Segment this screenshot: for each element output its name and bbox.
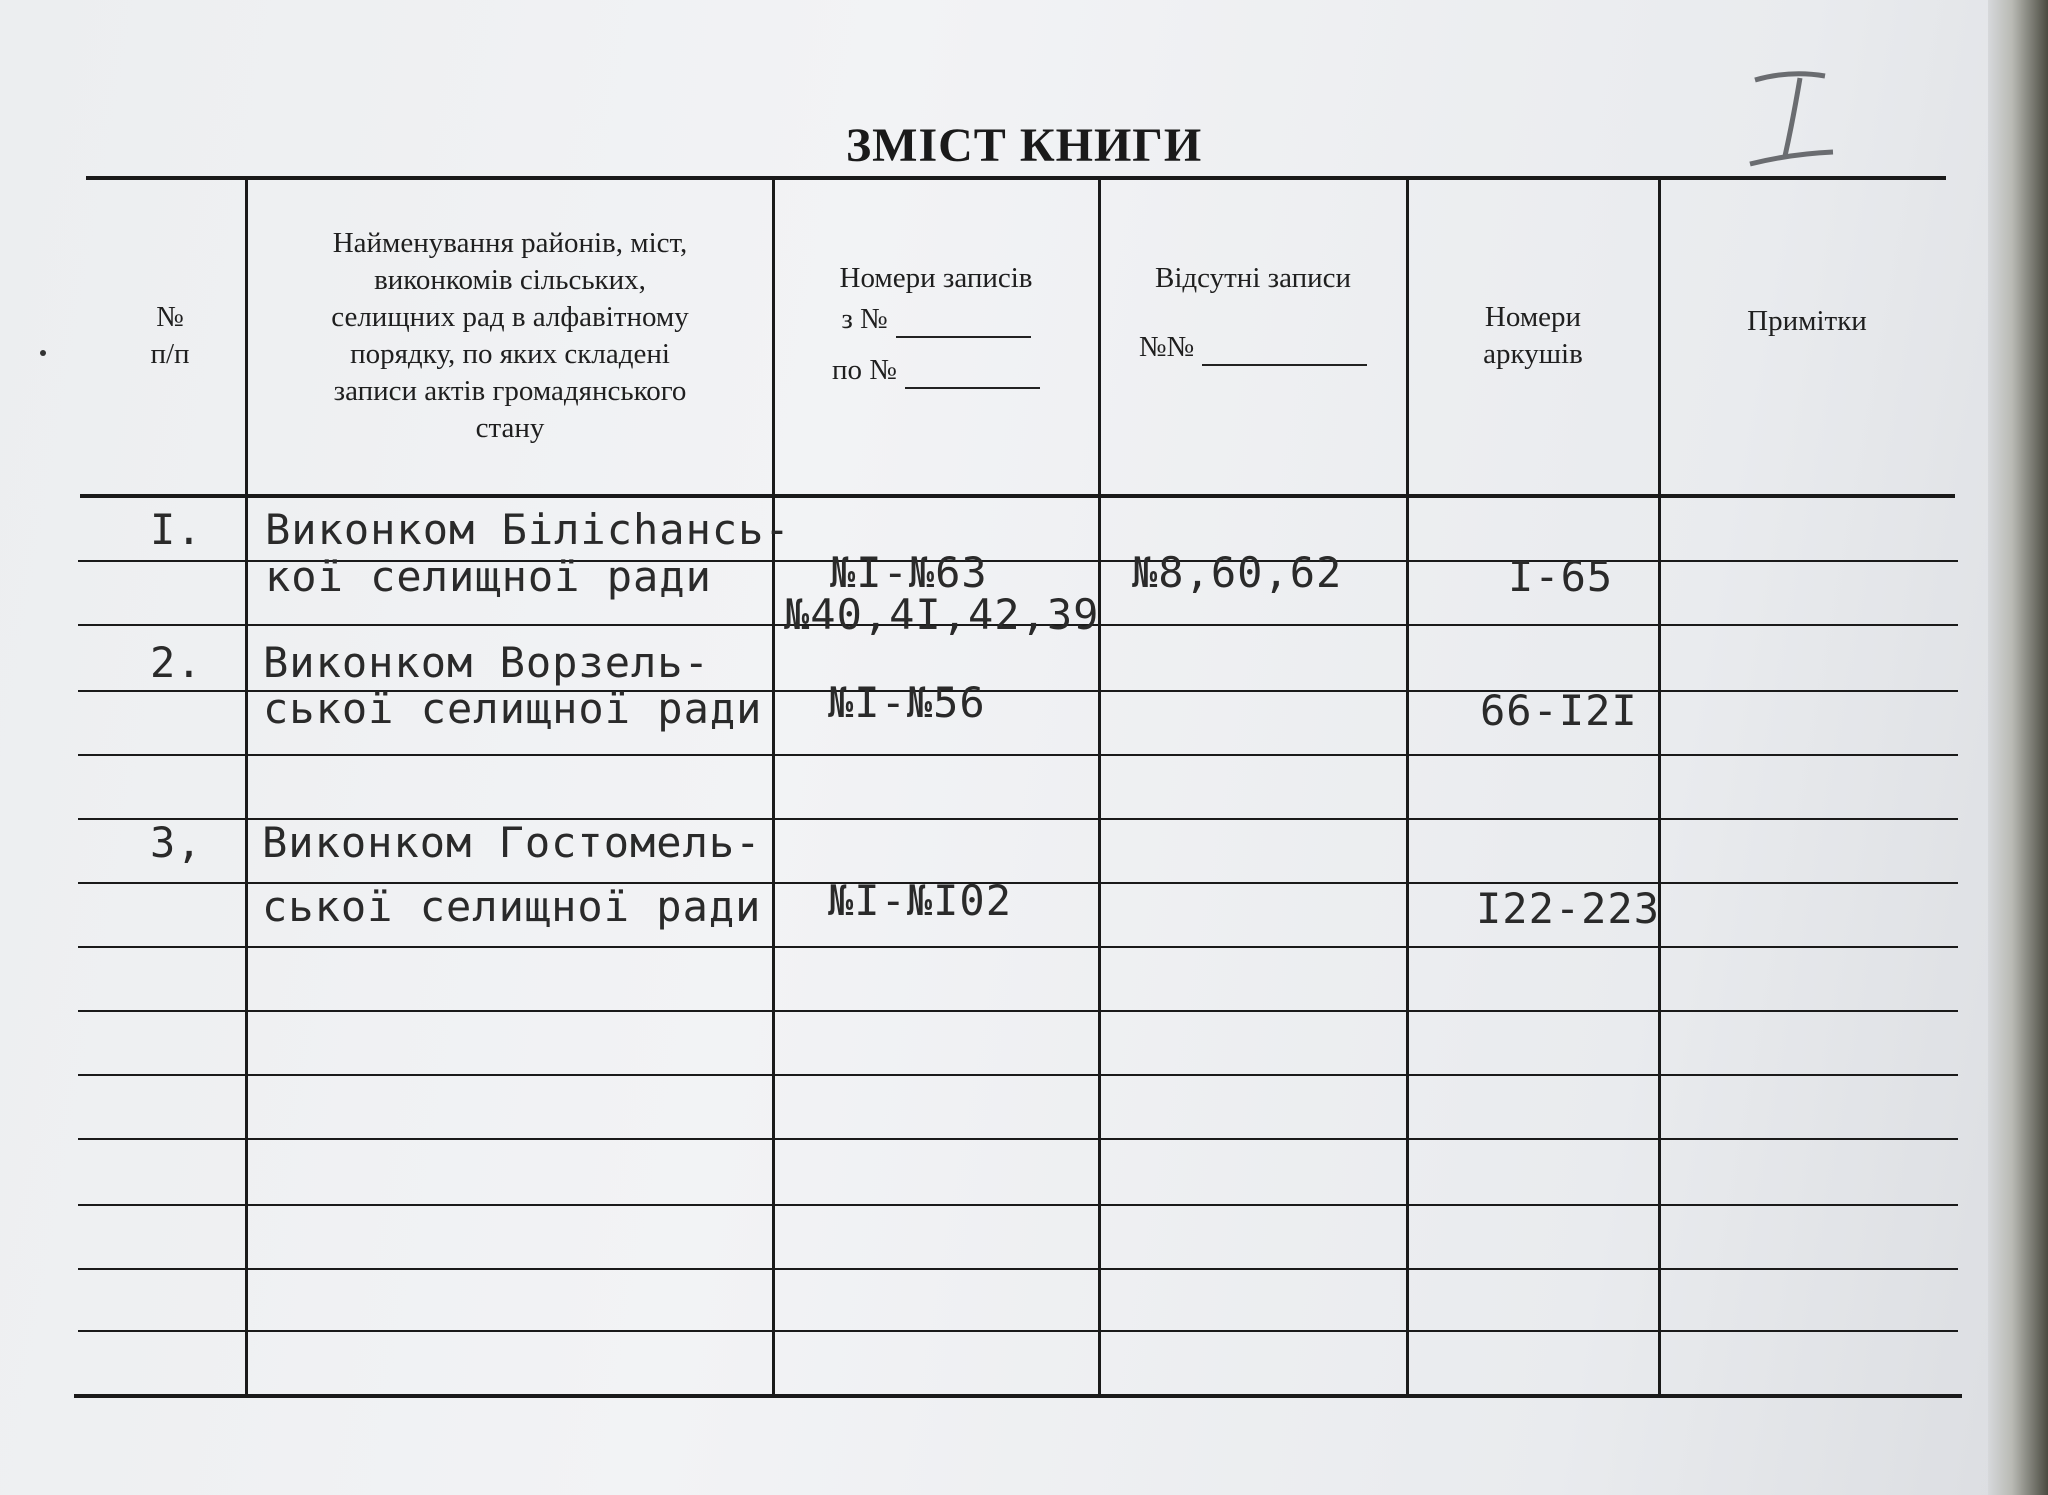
row-1-sheets: I-65	[1508, 552, 1614, 601]
page-edge	[1988, 0, 2048, 1495]
row-3-name-line2: ської селищної ради	[262, 882, 762, 931]
row-1-records: №I-№63	[830, 548, 988, 597]
document-title: ЗМІСТ КНИГИ	[845, 119, 1203, 172]
row-3-number: 3,	[150, 818, 203, 867]
row-2-name-line2: ської селищної ради	[263, 684, 763, 733]
header-notes: Примітки	[1747, 304, 1867, 337]
header-missing-records: Відсутні записи №№	[1102, 180, 1404, 420]
header-record-numbers: Номери записів з № по №	[776, 180, 1096, 430]
header-number: № п/п	[150, 301, 190, 370]
row-2-records: №I-№56	[828, 678, 986, 727]
row-3-records: №I-№I02	[828, 876, 1013, 925]
row-1-records-extra: №40,4I,42,39	[784, 590, 1100, 639]
row-2-sheets: 66-I2I	[1480, 686, 1638, 735]
ink-dot	[40, 350, 46, 356]
row-1-number: I.	[150, 505, 203, 554]
row-1-name-line1: Виконком Білichансь-	[265, 505, 791, 554]
row-1-name-line2: кої селищної ради	[265, 552, 712, 601]
row-3-sheets: I22-223	[1476, 884, 1661, 933]
row-2-number: 2.	[150, 638, 203, 687]
row-1-missing: №8,60,62	[1132, 548, 1343, 597]
header-sheet-numbers: Номери аркушів	[1483, 301, 1583, 370]
row-3-name-line1: Виконком Гостомель-	[262, 818, 762, 867]
header-name: Найменування районів, міст, виконкомів сільських, селищних рад в алфавітному порядку, по яких складені записи актів громадянського стану	[331, 227, 689, 444]
row-2-name-line1: Виконком Ворзель-	[263, 638, 710, 687]
page-number-mark	[1745, 60, 1835, 170]
